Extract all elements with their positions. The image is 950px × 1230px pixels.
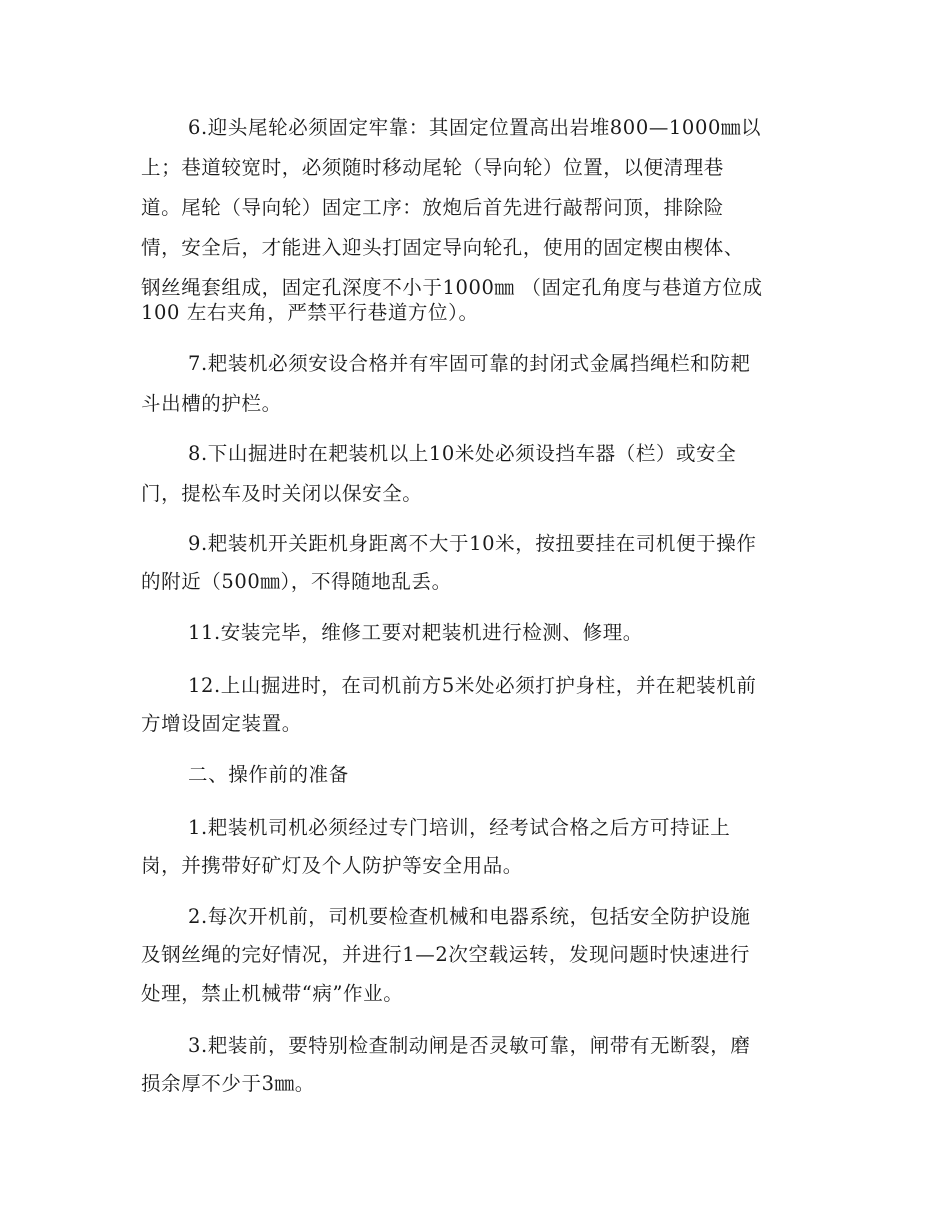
text-line: 钢丝绳套组成，固定孔深度不小于1000㎜ （固定孔角度与巷道方位成 (141, 276, 763, 299)
text-line: 斗出槽的护栏。 (141, 392, 282, 415)
text-line: 门，提松车及时关闭以保安全。 (141, 482, 423, 505)
text-line: 12.上山掘进时，在司机前方5米处必须打护身柱，并在耙装机前 (188, 674, 757, 697)
text-line: 的附近（500㎜），不得随地乱丢。 (141, 570, 452, 593)
text-line: 及钢丝绳的完好情况，并进行1—2次空载运转，发现问题时快速进行 (141, 943, 750, 966)
text-line: 岗，并携带好矿灯及个人防护等安全用品。 (141, 854, 523, 877)
text-line: 2.每次开机前，司机要检查机械和电器系统，包括安全防护设施 (188, 905, 751, 928)
heading-text: 二、操作前的准备 (188, 763, 349, 786)
text-line: 道。尾轮（导向轮）固定工序：放炮后首先进行敲帮问顶，排除险 (141, 196, 724, 219)
text-line: 处理，禁止机械带“病”作业。 (141, 982, 404, 1005)
text-line: 11.安装完毕，维修工要对耙装机进行检测、修理。 (188, 621, 643, 644)
text-line: 方增设固定装置。 (141, 712, 302, 735)
text-line: 损余厚不少于3㎜。 (141, 1072, 315, 1095)
text-line: 7.耙装机必须安设合格并有牢固可靠的封闭式金属挡绳栏和防耙 (188, 352, 751, 375)
text-line: 3.耙装前，要特别检查制动闸是否灵敏可靠，闸带有无断裂，磨 (188, 1034, 751, 1057)
text-line: 8.下山掘进时在耙装机以上10米处必须设挡车器（栏）或安全 (188, 442, 737, 465)
text-line: 6.迎头尾轮必须固定牢靠：其固定位置高出岩堆800—1000㎜以 (188, 116, 762, 139)
text-line: 上；巷道较宽时，必须随时移动尾轮（导向轮）位置，以便清理巷 (141, 156, 724, 179)
text-line: 100 左右夹角，严禁平行巷道方位）。 (141, 301, 479, 324)
text-line: 情，安全后，才能进入迎头打固定导向轮孔，使用的固定楔由楔体、 (141, 236, 745, 259)
text-line: 1.耙装机司机必须经过专门培训，经考试合格之后方可持证上 (188, 816, 731, 839)
text-line: 9.耙装机开关距机身距离不大于10米，按扭要挂在司机便于操作 (188, 532, 757, 555)
